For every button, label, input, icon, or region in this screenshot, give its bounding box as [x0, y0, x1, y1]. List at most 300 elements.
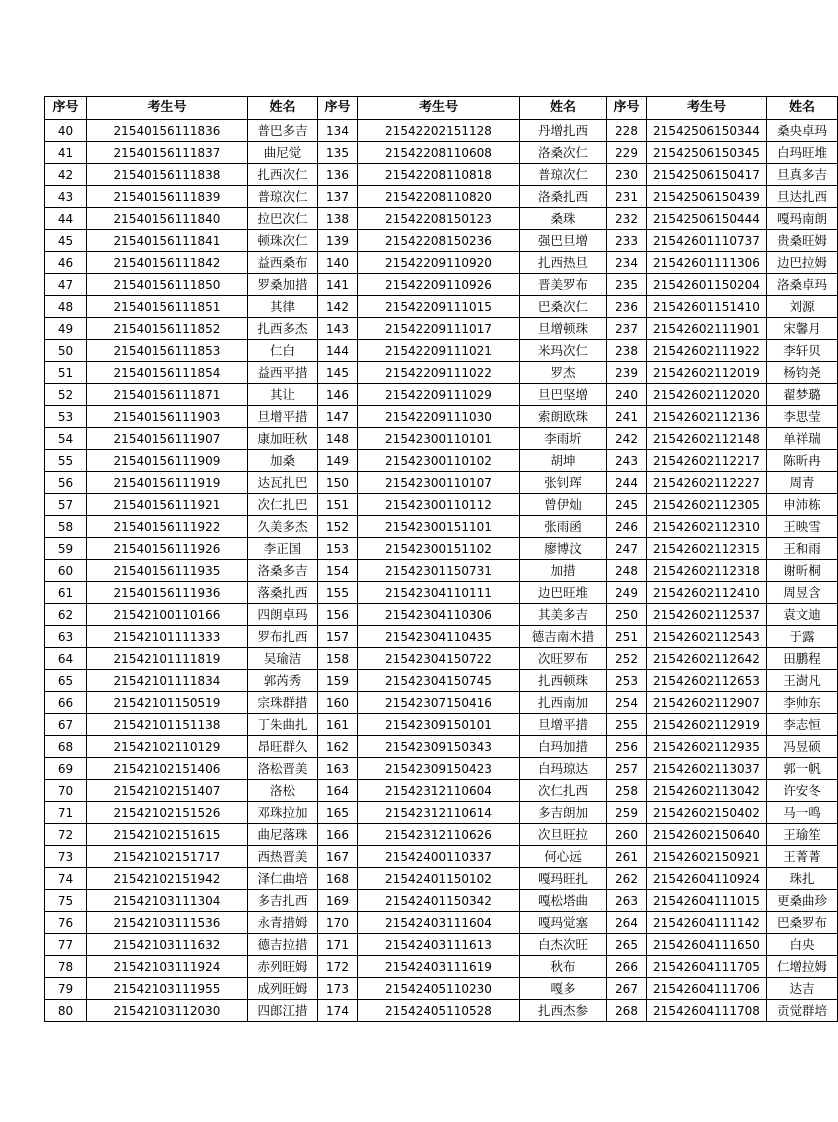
exam-id-cell: 21540156111922 [87, 516, 248, 538]
seq-cell: 53 [45, 406, 87, 428]
name-cell: 久美多杰 [248, 516, 318, 538]
name-cell: 扎西南加 [520, 692, 607, 714]
exam-id-cell: 21542405110528 [358, 1000, 520, 1022]
exam-id-cell: 21540156111854 [87, 362, 248, 384]
seq-cell: 145 [318, 362, 358, 384]
name-cell: 丁朱曲扎 [248, 714, 318, 736]
name-cell: 拉巴次仁 [248, 208, 318, 230]
exam-id-cell: 21542300110101 [358, 428, 520, 450]
name-cell: 洛桑次仁 [520, 142, 607, 164]
seq-cell: 45 [45, 230, 87, 252]
seq-cell: 259 [607, 802, 647, 824]
table-row [45, 186, 838, 208]
name-cell: 晋美罗布 [520, 274, 607, 296]
name-cell: 王和雨 [767, 538, 838, 560]
exam-id-cell: 21540156111903 [87, 406, 248, 428]
exam-id-cell: 21542103112030 [87, 1000, 248, 1022]
table-row [45, 406, 838, 428]
header-name-2: 姓名 [520, 97, 607, 120]
exam-id-cell: 21542102151526 [87, 802, 248, 824]
seq-cell: 43 [45, 186, 87, 208]
name-cell: 曾伊灿 [520, 494, 607, 516]
exam-id-cell: 21542209111030 [358, 406, 520, 428]
name-cell: 边巴拉姆 [767, 252, 838, 274]
seq-cell: 167 [318, 846, 358, 868]
name-cell: 翟梦璐 [767, 384, 838, 406]
seq-cell: 150 [318, 472, 358, 494]
table-row [45, 758, 838, 780]
name-cell: 罗桑加措 [248, 274, 318, 296]
seq-cell: 140 [318, 252, 358, 274]
exam-id-cell: 21542604111142 [647, 912, 767, 934]
table-row [45, 362, 838, 384]
exam-id-cell: 21542304110306 [358, 604, 520, 626]
name-cell: 白玛加措 [520, 736, 607, 758]
seq-cell: 159 [318, 670, 358, 692]
exam-id-cell: 21542601110737 [647, 230, 767, 252]
name-cell: 郭一帆 [767, 758, 838, 780]
exam-id-cell: 21542602112907 [647, 692, 767, 714]
name-cell: 成列旺姆 [248, 978, 318, 1000]
name-cell: 旦达扎西 [767, 186, 838, 208]
roster-table [44, 96, 838, 1022]
name-cell: 嘎松塔曲 [520, 890, 607, 912]
table-row [45, 318, 838, 340]
exam-id-cell: 21542602112543 [647, 626, 767, 648]
seq-cell: 144 [318, 340, 358, 362]
exam-id-cell: 21542300110112 [358, 494, 520, 516]
exam-id-cell: 21542602112310 [647, 516, 767, 538]
name-cell: 洛松晋美 [248, 758, 318, 780]
exam-id-cell: 21542208150123 [358, 208, 520, 230]
seq-cell: 265 [607, 934, 647, 956]
seq-cell: 174 [318, 1000, 358, 1022]
exam-id-cell: 21542602111922 [647, 340, 767, 362]
name-cell: 李思莹 [767, 406, 838, 428]
exam-id-cell: 21542602112305 [647, 494, 767, 516]
name-cell: 永青措姆 [248, 912, 318, 934]
name-cell: 申沛栋 [767, 494, 838, 516]
seq-cell: 236 [607, 296, 647, 318]
name-cell: 次旦旺拉 [520, 824, 607, 846]
exam-id-cell: 21542602112642 [647, 648, 767, 670]
exam-id-cell: 21542602150402 [647, 802, 767, 824]
seq-cell: 237 [607, 318, 647, 340]
table-body [45, 120, 838, 1022]
exam-id-cell: 21542602112136 [647, 406, 767, 428]
seq-cell: 229 [607, 142, 647, 164]
name-cell: 巴桑次仁 [520, 296, 607, 318]
exam-id-cell: 21542601151410 [647, 296, 767, 318]
seq-cell: 142 [318, 296, 358, 318]
seq-cell: 241 [607, 406, 647, 428]
seq-cell: 262 [607, 868, 647, 890]
name-cell: 刘源 [767, 296, 838, 318]
table-row [45, 274, 838, 296]
name-cell: 昂旺群久 [248, 736, 318, 758]
seq-cell: 156 [318, 604, 358, 626]
seq-cell: 231 [607, 186, 647, 208]
header-name-1: 姓名 [248, 97, 318, 120]
name-cell: 加措 [520, 560, 607, 582]
exam-id-cell: 21542209111021 [358, 340, 520, 362]
seq-cell: 171 [318, 934, 358, 956]
table-row [45, 296, 838, 318]
seq-cell: 246 [607, 516, 647, 538]
seq-cell: 250 [607, 604, 647, 626]
name-cell: 贵桑旺姆 [767, 230, 838, 252]
exam-id-cell: 21542604111706 [647, 978, 767, 1000]
name-cell: 德吉南木措 [520, 626, 607, 648]
exam-id-cell: 21542602112217 [647, 450, 767, 472]
name-cell: 秋布 [520, 956, 607, 978]
seq-cell: 254 [607, 692, 647, 714]
seq-cell: 152 [318, 516, 358, 538]
seq-cell: 168 [318, 868, 358, 890]
seq-cell: 244 [607, 472, 647, 494]
table-row [45, 626, 838, 648]
exam-id-cell: 21542209111017 [358, 318, 520, 340]
header-exam-id-1: 考生号 [87, 97, 248, 120]
name-cell: 益西平措 [248, 362, 318, 384]
seq-cell: 252 [607, 648, 647, 670]
name-cell: 桑珠 [520, 208, 607, 230]
name-cell: 其美多吉 [520, 604, 607, 626]
table-row [45, 538, 838, 560]
name-cell: 李帅东 [767, 692, 838, 714]
exam-id-cell: 21540156111853 [87, 340, 248, 362]
exam-id-cell: 21540156111842 [87, 252, 248, 274]
table-row [45, 1000, 838, 1022]
seq-cell: 79 [45, 978, 87, 1000]
seq-cell: 65 [45, 670, 87, 692]
name-cell: 许安冬 [767, 780, 838, 802]
seq-cell: 247 [607, 538, 647, 560]
name-cell: 王映雪 [767, 516, 838, 538]
exam-id-cell: 21542208110820 [358, 186, 520, 208]
name-cell: 何心远 [520, 846, 607, 868]
seq-cell: 63 [45, 626, 87, 648]
exam-id-cell: 21542103111304 [87, 890, 248, 912]
name-cell: 袁文迪 [767, 604, 838, 626]
exam-id-cell: 21542602112537 [647, 604, 767, 626]
name-cell: 更桑曲珍 [767, 890, 838, 912]
seq-cell: 158 [318, 648, 358, 670]
exam-id-cell: 21542312110614 [358, 802, 520, 824]
seq-cell: 248 [607, 560, 647, 582]
exam-id-cell: 21542602112315 [647, 538, 767, 560]
exam-id-cell: 21542102110129 [87, 736, 248, 758]
exam-id-cell: 21542102151615 [87, 824, 248, 846]
exam-id-cell: 21542209110926 [358, 274, 520, 296]
seq-cell: 263 [607, 890, 647, 912]
exam-id-cell: 21542602112410 [647, 582, 767, 604]
exam-id-cell: 21542601111306 [647, 252, 767, 274]
exam-id-cell: 21542101150519 [87, 692, 248, 714]
name-cell: 巴桑罗布 [767, 912, 838, 934]
name-cell: 康加旺秋 [248, 428, 318, 450]
exam-id-cell: 21542209111022 [358, 362, 520, 384]
seq-cell: 170 [318, 912, 358, 934]
name-cell: 张钊珲 [520, 472, 607, 494]
name-cell: 普琼次仁 [520, 164, 607, 186]
exam-id-cell: 21542405110230 [358, 978, 520, 1000]
name-cell: 曲尼落珠 [248, 824, 318, 846]
name-cell: 罗布扎西 [248, 626, 318, 648]
seq-cell: 166 [318, 824, 358, 846]
table-row [45, 604, 838, 626]
seq-cell: 52 [45, 384, 87, 406]
name-cell: 四朗卓玛 [248, 604, 318, 626]
seq-cell: 251 [607, 626, 647, 648]
name-cell: 王澍凡 [767, 670, 838, 692]
name-cell: 白央 [767, 934, 838, 956]
table-row [45, 252, 838, 274]
exam-id-cell: 21542304150745 [358, 670, 520, 692]
name-cell: 周昱含 [767, 582, 838, 604]
table-row [45, 912, 838, 934]
seq-cell: 70 [45, 780, 87, 802]
seq-cell: 67 [45, 714, 87, 736]
exam-id-cell: 21542209110920 [358, 252, 520, 274]
exam-id-cell: 21542506150417 [647, 164, 767, 186]
exam-id-cell: 21540156111839 [87, 186, 248, 208]
name-cell: 达瓦扎巴 [248, 472, 318, 494]
name-cell: 旦增顿珠 [520, 318, 607, 340]
name-cell: 旦增平措 [248, 406, 318, 428]
table-row [45, 780, 838, 802]
seq-cell: 233 [607, 230, 647, 252]
seq-cell: 56 [45, 472, 87, 494]
name-cell: 田鹏程 [767, 648, 838, 670]
name-cell: 仁白 [248, 340, 318, 362]
name-cell: 廖博汶 [520, 538, 607, 560]
exam-id-cell: 21542300151102 [358, 538, 520, 560]
name-cell: 李正国 [248, 538, 318, 560]
name-cell: 曲尼觉 [248, 142, 318, 164]
name-cell: 边巴旺堆 [520, 582, 607, 604]
seq-cell: 49 [45, 318, 87, 340]
name-cell: 洛松 [248, 780, 318, 802]
seq-cell: 242 [607, 428, 647, 450]
exam-id-cell: 21540156111837 [87, 142, 248, 164]
exam-id-cell: 21542602113037 [647, 758, 767, 780]
exam-id-cell: 21540156111921 [87, 494, 248, 516]
seq-cell: 80 [45, 1000, 87, 1022]
exam-id-cell: 21542309150101 [358, 714, 520, 736]
name-cell: 桑央卓玛 [767, 120, 838, 142]
name-cell: 王菁菁 [767, 846, 838, 868]
seq-cell: 77 [45, 934, 87, 956]
seq-cell: 169 [318, 890, 358, 912]
seq-cell: 149 [318, 450, 358, 472]
name-cell: 谢昕桐 [767, 560, 838, 582]
name-cell: 落桑扎西 [248, 582, 318, 604]
seq-cell: 239 [607, 362, 647, 384]
exam-id-cell: 21542602112919 [647, 714, 767, 736]
seq-cell: 261 [607, 846, 647, 868]
exam-id-cell: 21542506150344 [647, 120, 767, 142]
seq-cell: 235 [607, 274, 647, 296]
exam-id-cell: 21540156111852 [87, 318, 248, 340]
exam-id-cell: 21542309150423 [358, 758, 520, 780]
exam-id-cell: 21542101111333 [87, 626, 248, 648]
header-seq-1: 序号 [45, 97, 87, 120]
seq-cell: 46 [45, 252, 87, 274]
exam-id-cell: 21542208110608 [358, 142, 520, 164]
seq-cell: 157 [318, 626, 358, 648]
exam-id-cell: 21542602150640 [647, 824, 767, 846]
name-cell: 于露 [767, 626, 838, 648]
exam-id-cell: 21542506150439 [647, 186, 767, 208]
name-cell: 普巴多吉 [248, 120, 318, 142]
exam-id-cell: 21540156111907 [87, 428, 248, 450]
seq-cell: 44 [45, 208, 87, 230]
seq-cell: 245 [607, 494, 647, 516]
name-cell: 嘎玛南朗 [767, 208, 838, 230]
exam-id-cell: 21542101151138 [87, 714, 248, 736]
exam-id-cell: 21540156111840 [87, 208, 248, 230]
seq-cell: 258 [607, 780, 647, 802]
exam-id-cell: 21540156111919 [87, 472, 248, 494]
name-cell: 扎西热旦 [520, 252, 607, 274]
seq-cell: 62 [45, 604, 87, 626]
seq-cell: 163 [318, 758, 358, 780]
exam-id-cell: 21542312110626 [358, 824, 520, 846]
exam-id-cell: 21542209111029 [358, 384, 520, 406]
exam-id-cell: 21542300151101 [358, 516, 520, 538]
seq-cell: 160 [318, 692, 358, 714]
name-cell: 张雨函 [520, 516, 607, 538]
table-row [45, 956, 838, 978]
name-cell: 泽仁曲培 [248, 868, 318, 890]
name-cell: 周青 [767, 472, 838, 494]
seq-cell: 76 [45, 912, 87, 934]
exam-id-cell: 21542403111613 [358, 934, 520, 956]
exam-id-cell: 21542602112318 [647, 560, 767, 582]
exam-id-cell: 21542102151942 [87, 868, 248, 890]
table-row [45, 890, 838, 912]
name-cell: 王瑜笙 [767, 824, 838, 846]
name-cell: 冯昱硕 [767, 736, 838, 758]
exam-id-cell: 21542208110818 [358, 164, 520, 186]
seq-cell: 153 [318, 538, 358, 560]
name-cell: 次旺罗布 [520, 648, 607, 670]
seq-cell: 57 [45, 494, 87, 516]
table-row [45, 736, 838, 758]
exam-id-cell: 21540156111909 [87, 450, 248, 472]
exam-id-cell: 21542604111708 [647, 1000, 767, 1022]
seq-cell: 40 [45, 120, 87, 142]
name-cell: 珠扎 [767, 868, 838, 890]
exam-id-cell: 21542103111955 [87, 978, 248, 1000]
seq-cell: 69 [45, 758, 87, 780]
seq-cell: 41 [45, 142, 87, 164]
exam-id-cell: 21542602150921 [647, 846, 767, 868]
seq-cell: 243 [607, 450, 647, 472]
table-row [45, 516, 838, 538]
header-seq-3: 序号 [607, 97, 647, 120]
table-row [45, 978, 838, 1000]
seq-cell: 257 [607, 758, 647, 780]
name-cell: 贡觉群培 [767, 1000, 838, 1022]
exam-id-cell: 21542101111834 [87, 670, 248, 692]
name-cell: 顿珠次仁 [248, 230, 318, 252]
exam-id-cell: 21542103111536 [87, 912, 248, 934]
seq-cell: 155 [318, 582, 358, 604]
name-cell: 其律 [248, 296, 318, 318]
seq-cell: 260 [607, 824, 647, 846]
name-cell: 邓珠拉加 [248, 802, 318, 824]
name-cell: 白杰次旺 [520, 934, 607, 956]
seq-cell: 249 [607, 582, 647, 604]
name-cell: 白玛琼达 [520, 758, 607, 780]
exam-id-cell: 21542301150731 [358, 560, 520, 582]
seq-cell: 161 [318, 714, 358, 736]
name-cell: 李轩贝 [767, 340, 838, 362]
exam-id-cell: 21542209111015 [358, 296, 520, 318]
table-row [45, 692, 838, 714]
exam-id-cell: 21542602112227 [647, 472, 767, 494]
seq-cell: 173 [318, 978, 358, 1000]
table-row [45, 384, 838, 406]
name-cell: 马一鸣 [767, 802, 838, 824]
seq-cell: 75 [45, 890, 87, 912]
seq-cell: 172 [318, 956, 358, 978]
name-cell: 索朗欧珠 [520, 406, 607, 428]
name-cell: 吴瑜洁 [248, 648, 318, 670]
exam-id-cell: 21542401150342 [358, 890, 520, 912]
table-row [45, 560, 838, 582]
table-row [45, 230, 838, 252]
seq-cell: 268 [607, 1000, 647, 1022]
seq-cell: 68 [45, 736, 87, 758]
name-cell: 多吉扎西 [248, 890, 318, 912]
name-cell: 胡坤 [520, 450, 607, 472]
table-row [45, 428, 838, 450]
name-cell: 郭芮秀 [248, 670, 318, 692]
name-cell: 杨钧尧 [767, 362, 838, 384]
seq-cell: 59 [45, 538, 87, 560]
name-cell: 益西桑布 [248, 252, 318, 274]
name-cell: 强巴旦增 [520, 230, 607, 252]
exam-id-cell: 21542602112935 [647, 736, 767, 758]
seq-cell: 230 [607, 164, 647, 186]
exam-id-cell: 21542602113042 [647, 780, 767, 802]
table-row [45, 670, 838, 692]
seq-cell: 50 [45, 340, 87, 362]
exam-id-cell: 21542102151406 [87, 758, 248, 780]
name-cell: 丹增扎西 [520, 120, 607, 142]
seq-cell: 47 [45, 274, 87, 296]
seq-cell: 66 [45, 692, 87, 714]
name-cell: 仁增拉姆 [767, 956, 838, 978]
seq-cell: 139 [318, 230, 358, 252]
exam-id-cell: 21540156111838 [87, 164, 248, 186]
seq-cell: 135 [318, 142, 358, 164]
exam-id-cell: 21542602112019 [647, 362, 767, 384]
name-cell: 白玛旺堆 [767, 142, 838, 164]
seq-cell: 78 [45, 956, 87, 978]
seq-cell: 165 [318, 802, 358, 824]
name-cell: 加桑 [248, 450, 318, 472]
exam-id-cell: 21542604110924 [647, 868, 767, 890]
name-cell: 单祥瑞 [767, 428, 838, 450]
name-cell: 洛桑卓玛 [767, 274, 838, 296]
name-cell: 德吉拉措 [248, 934, 318, 956]
table-row [45, 164, 838, 186]
name-cell: 陈昕冉 [767, 450, 838, 472]
